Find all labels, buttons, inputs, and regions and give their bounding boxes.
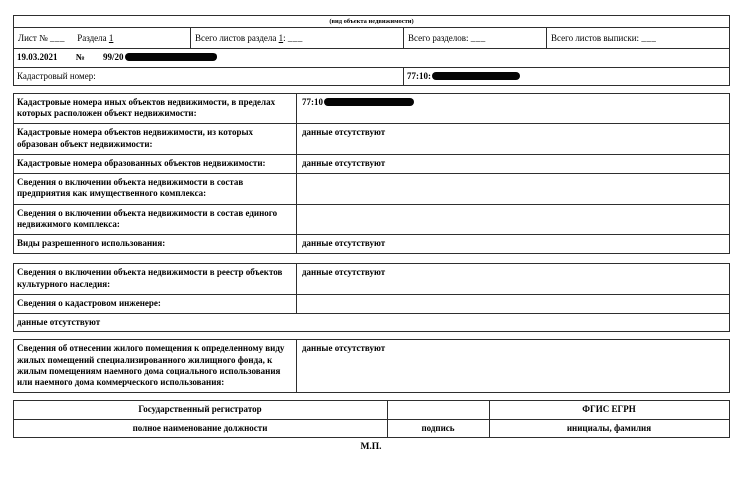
- row-value: данные отсутствуют: [297, 340, 730, 393]
- extract-number-suffix: 9: [212, 52, 218, 63]
- row-value: данные отсутствуют: [297, 235, 730, 254]
- row-label: Кадастровые номера объектов недвижимости, из которых образован объект недвижимости:: [14, 124, 297, 155]
- total-sections-label: Всего разделов:: [408, 33, 469, 44]
- table-row: [14, 154, 730, 173]
- table-row: [14, 204, 730, 235]
- row-value: [297, 204, 730, 235]
- initials-caption: инициалы, фамилия: [490, 419, 730, 437]
- row-label: Сведения о включении объекта недвижимости в состав предприятия как имущественного комплекса:: [14, 174, 297, 205]
- housing-fund-table: [13, 339, 730, 393]
- table-row: [14, 124, 730, 155]
- row-value: [297, 93, 730, 124]
- row-value: данные отсутствуют: [297, 264, 730, 295]
- header-table: [13, 15, 730, 86]
- extract-date: 19.03.2021: [17, 52, 58, 63]
- table-row: [14, 264, 730, 295]
- signature-table: [13, 400, 730, 438]
- sheet-number-cell: [14, 28, 191, 49]
- row-label: Сведения о кадастровом инженере:: [14, 294, 297, 313]
- table-row: [14, 235, 730, 254]
- cadastral-number-row: [14, 67, 730, 85]
- sheet-blank: ___: [49, 33, 65, 44]
- total-extract-blank: ___: [641, 33, 657, 44]
- row-value: [297, 294, 730, 313]
- row-label: Сведения о включении объекта недвижимости в реестр объектов культурного наследия:: [14, 264, 297, 295]
- extract-number-prefix: 99/20: [103, 52, 124, 63]
- redaction-bar: [125, 53, 217, 61]
- extract-date-number-cell: [14, 49, 730, 67]
- row-label: Кадастровые номера иных объектов недвижимости, в пределах которых расположен объект недвижимости:: [14, 93, 297, 124]
- redaction-bar: [324, 98, 414, 106]
- total-extract-label: Всего листов выписки:: [551, 33, 640, 44]
- row-value: данные отсутствуют: [297, 154, 730, 173]
- table-row: [14, 93, 730, 124]
- cadastral-number-prefix: 77:10:: [407, 70, 431, 81]
- object-relations-table: [13, 93, 730, 255]
- table-row: [14, 174, 730, 205]
- object-type-row: [14, 16, 730, 28]
- table-row: [14, 314, 730, 332]
- extract-date-number-row: [14, 49, 730, 67]
- sheet-label: Лист №: [18, 33, 48, 44]
- cadastral-value-prefix: 77:10: [302, 96, 323, 107]
- row-value: данные отсутствуют: [297, 124, 730, 155]
- total-sheets-label: Всего листов раздела: [195, 33, 277, 44]
- table-row: [14, 340, 730, 393]
- heritage-engineer-table: [13, 263, 730, 332]
- fgis-egrn-title: ФГИС ЕГРН: [490, 401, 730, 419]
- row-label: Кадастровые номера образованных объектов недвижимости:: [14, 154, 297, 173]
- signature-space: [388, 401, 490, 419]
- total-sections-blank: ___: [470, 33, 486, 44]
- registrar-title: Государственный регистратор: [14, 401, 388, 419]
- cadastral-number-value: [404, 67, 730, 85]
- cadastral-number-label: Кадастровый номер:: [14, 67, 404, 85]
- signature-header-row: [14, 401, 730, 419]
- table-row: [14, 294, 730, 313]
- stamp-place-label: М.П.: [360, 441, 382, 452]
- total-sheets-colon: :: [283, 33, 286, 44]
- total-sheets-cell: [191, 28, 404, 49]
- section-value: 1: [108, 33, 114, 44]
- redaction-bar: [432, 72, 520, 80]
- row-value: [297, 174, 730, 205]
- row-label: Виды разрешенного использования:: [14, 235, 297, 254]
- total-sheets-value: 1: [278, 33, 284, 44]
- number-sign: №: [75, 52, 85, 63]
- position-caption: полное наименование должности: [14, 419, 388, 437]
- sign-caption: подпись: [388, 419, 490, 437]
- section-label: Раздела: [77, 33, 107, 44]
- row-label: Сведения об отнесении жилого помещения к определенному виду жилых помещений специализированного жилищного фонда, к жилым помещениям наемного дома социального использования или наемного дома коммерческого использования:: [14, 340, 297, 393]
- object-type-caption: (вид объекта недвижимости): [14, 16, 730, 28]
- total-sections-cell: [404, 28, 547, 49]
- total-sheets-blank: ___: [287, 33, 303, 44]
- row-label: Сведения о включении объекта недвижимости в состав единого недвижимого комплекса:: [14, 204, 297, 235]
- no-data-full-row: данные отсутствуют: [14, 314, 730, 332]
- total-extract-sheets-cell: [547, 28, 730, 49]
- sheet-counts-row: [14, 28, 730, 49]
- signature-caption-row: [14, 419, 730, 437]
